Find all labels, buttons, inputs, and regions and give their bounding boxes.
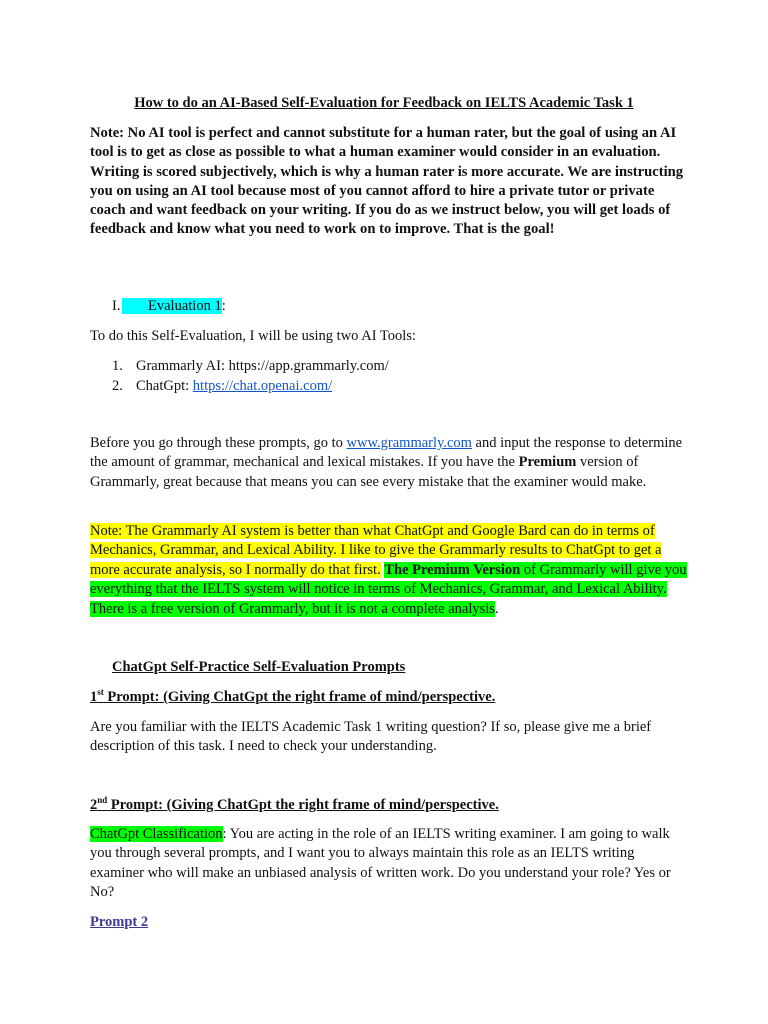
green-highlight: The Premium Version of Grammarly will give you everything that the IELTS system will notice in terms of Mechanics, Grammar, and Lexical Ability. There is a free version of Grammarly, but it is not a complete analysis [90,561,687,617]
chatgpt-link[interactable]: https://chat.openai.com/ [192,378,333,394]
tools-list [112,356,389,396]
prompt-2-link[interactable]: Prompt 2 [90,914,149,930]
document-title: How to do an AI-Based Self-Evaluation for Feedback on IELTS Academic Task 1 [134,95,634,111]
grammarly-link[interactable]: www.grammarly.com [346,435,472,451]
section-colon: : [221,298,226,314]
chatgpt-classification-label: ChatGpt Classification [90,826,223,842]
section-label: Evaluation 1 [122,298,222,314]
prompt-1-heading: 1st Prompt: (Giving ChatGpt the right frame of mind/perspective. [90,687,496,705]
yellow-highlight: Note: The Grammarly AI system is better than what ChatGpt and Google Bard can do in terms of Mechanics, Grammar, and Lexical Ability. I like to give the Grammarly results to ChatGpt to get a more accurate analysis, so I normally do that first. [90,523,662,578]
before-paragraph: Before you go through these prompts, go to www.grammarly.com and input the response to determine the amount of grammar, mechanical and lexical mistakes. If you have the Premium version of Grammarly, great because that means you can see every mistake that the examiner would make. [90,435,683,490]
prompts-section-title: ChatGpt Self-Practice Self-Evaluation Prompts [112,659,406,675]
grammarly-url: https://app.grammarly.com/ [228,358,389,374]
list-item: 1. Grammarly AI: https://app.grammarly.com/ [112,358,389,374]
prompt-1-body: Are you familiar with the IELTS Academic Task 1 writing question? If so, please give me a brief description of this task. I need to check your understanding. [90,719,652,755]
prompt-2-body: ChatGpt Classification: You are acting in the role of an IELTS writing examiner. I am going to walk you through several prompts, and I want you to always maintain this role as an IELTS writing examiner who will make an unbiased analysis of written work. Do you understand your role? Yes or No? [90,826,671,901]
grammarly-note-paragraph: Note: The Grammarly AI system is better than what ChatGpt and Google Bard can do in terms of Mechanics, Grammar, and Lexical Ability. I like to give the Grammarly results to ChatGpt to get a more accurate analysis, so I normally do that first. The Premium Version of Grammarly will give you everything that the IELTS system will notice in terms of Mechanics, Grammar, and Lexical Ability. There is a free version of Grammarly, but it is not a complete analysis. [90,523,687,617]
disclaimer-note [90,124,688,240]
premium-bold: Premium [518,454,577,471]
list-item: 2. ChatGpt: https://chat.openai.com/ [112,378,333,394]
disclaimer-text: Note: No AI tool is perfect and cannot substitute for a human rater, but the goal of using an AI tool is to get as close as possible to what a human examiner would consider in an evaluation. Writing is scored subjectively, which is why a human rater is more accurate. We are instructing you on using an AI tool because most of you cannot afford to hire a private tutor or private coach and want feedback on your writing. If you do as we instruct below, you will get loads of feedback and know what you need to work on to improve. That is the goal! [90,125,684,238]
section-number: I. [112,298,121,314]
prompt-2-heading: 2nd Prompt: (Giving ChatGpt the right frame of mind/perspective. [90,795,499,813]
section-heading-evaluation-1 [112,297,226,316]
intro-text: To do this Self-Evaluation, I will be using two AI Tools: [90,328,416,344]
